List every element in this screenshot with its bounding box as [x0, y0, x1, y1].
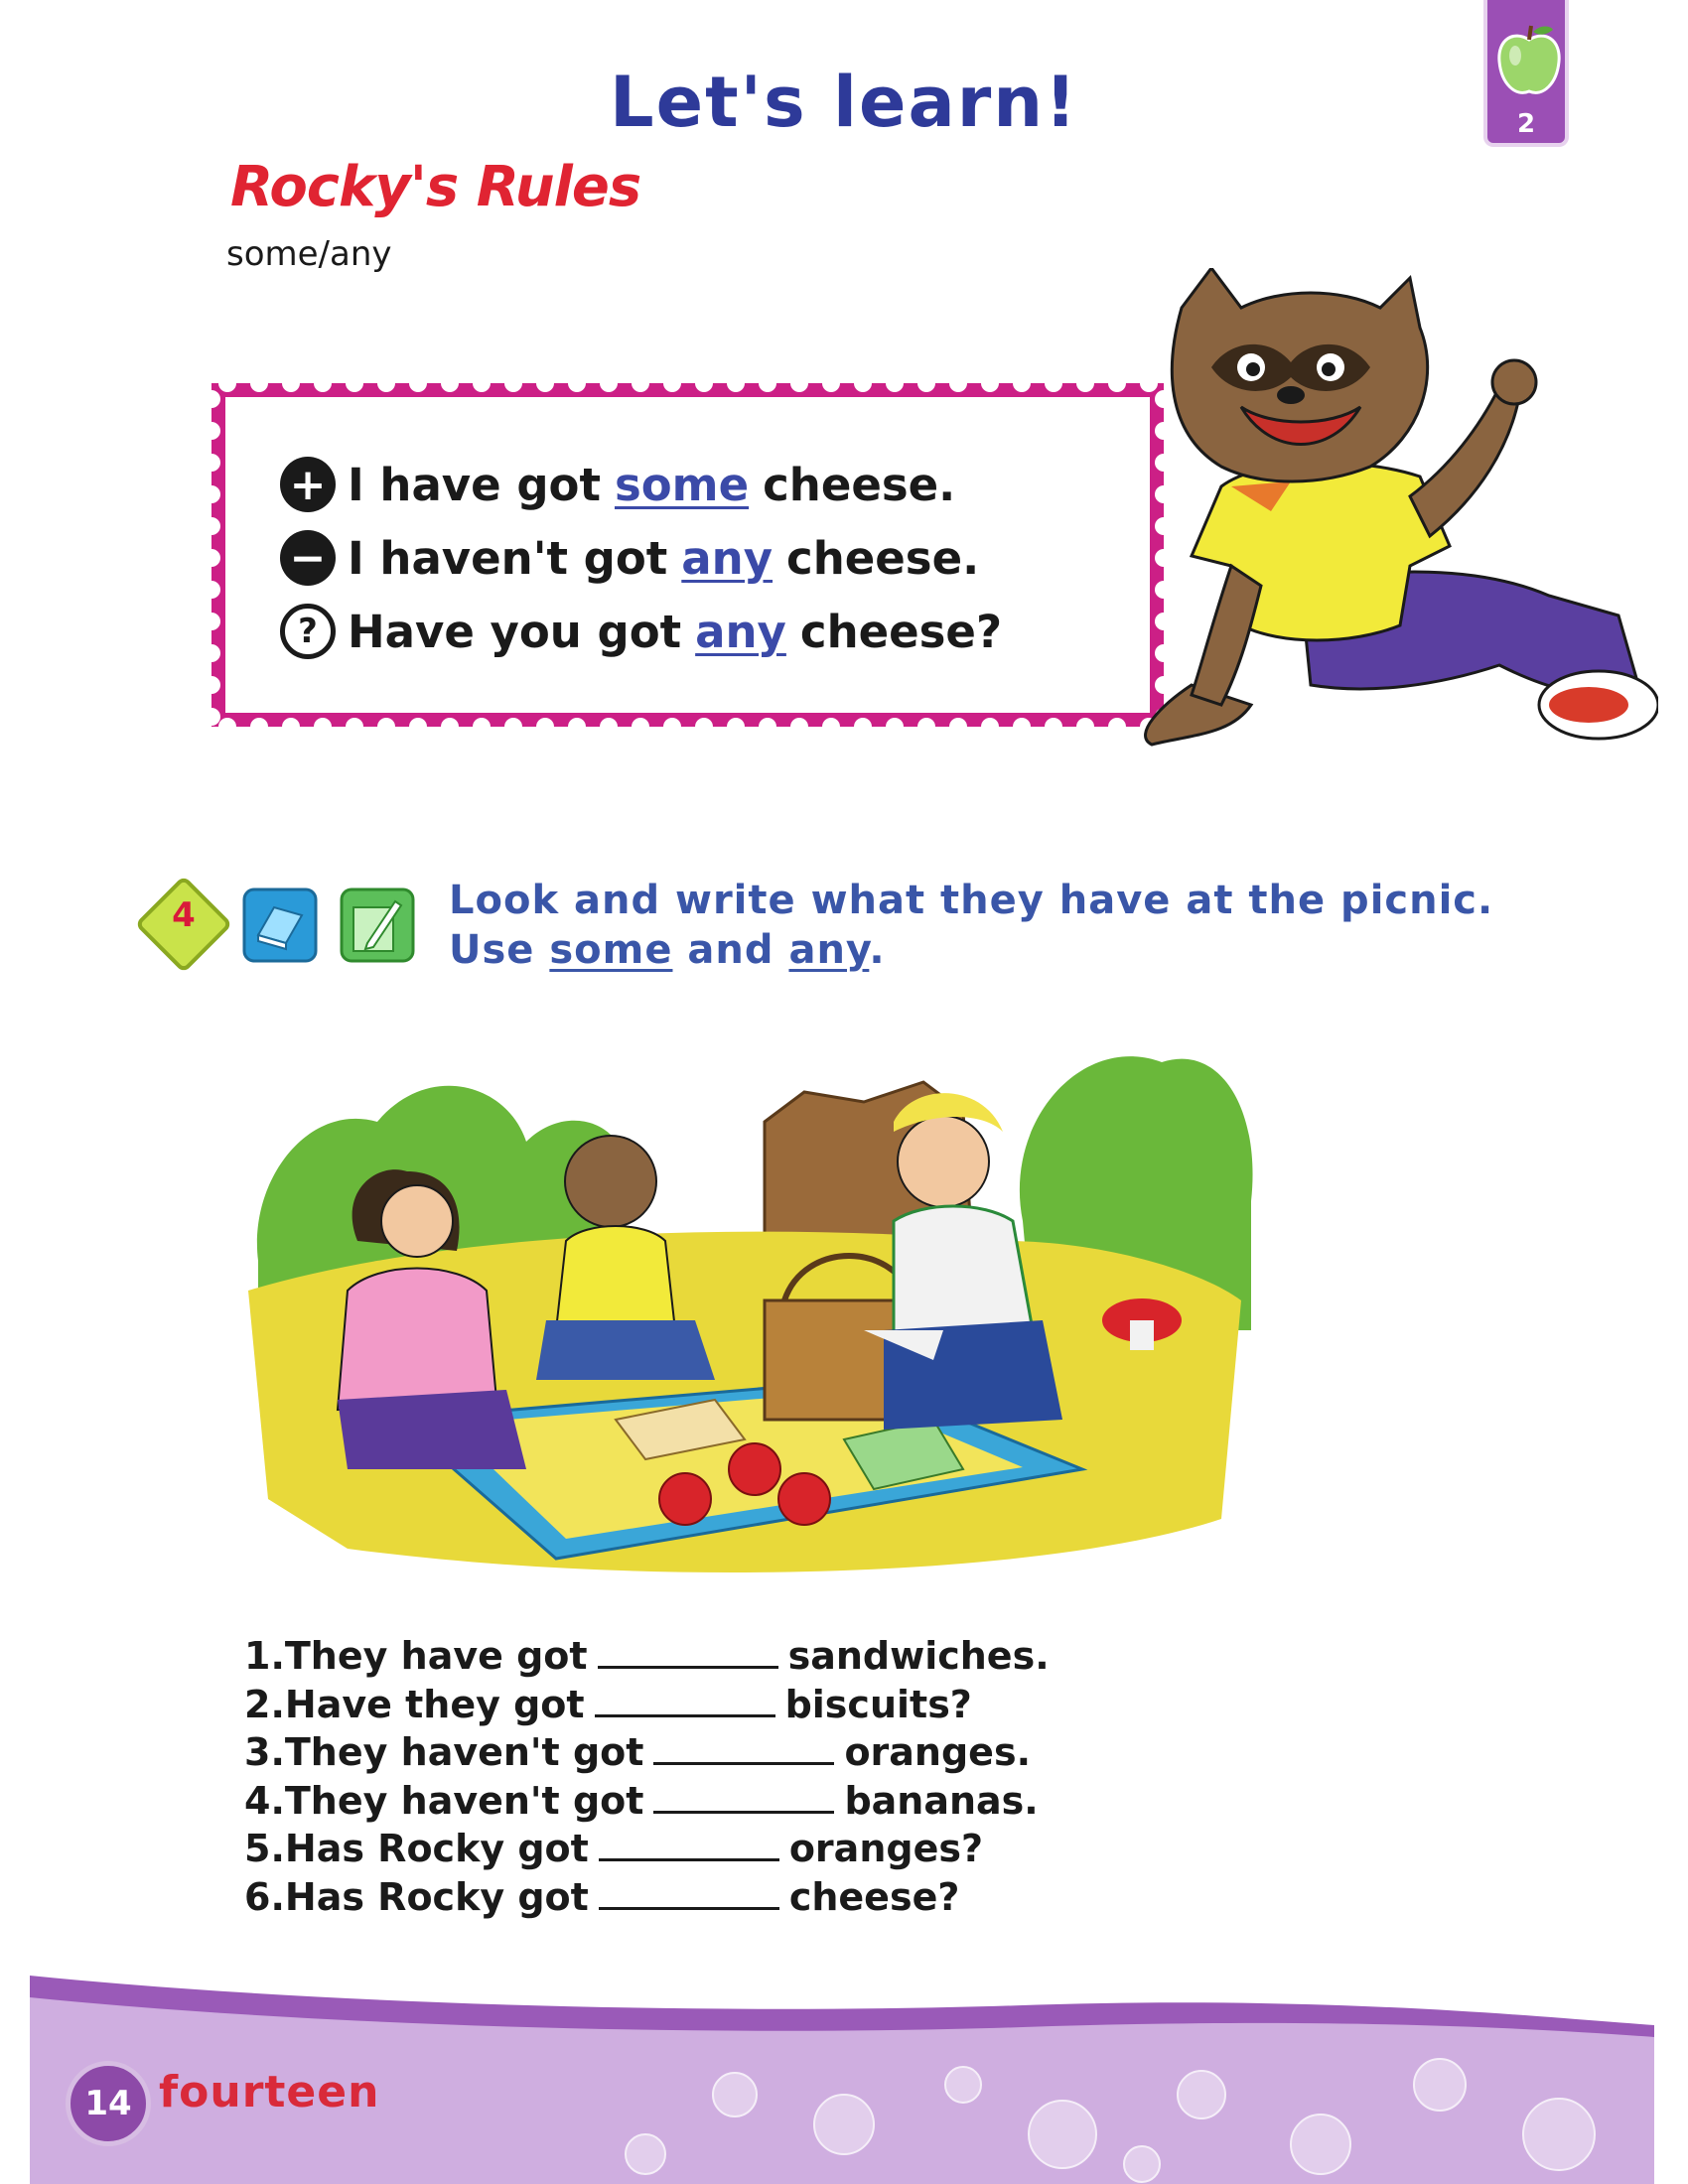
pencil-icon: [338, 886, 417, 965]
minus-icon: −: [280, 530, 336, 586]
sentence-number: 6.: [244, 1874, 285, 1919]
sentence-after: bananas.: [844, 1778, 1039, 1823]
sentence-before: They haven't got: [284, 1778, 644, 1823]
sentence-before: They haven't got: [284, 1730, 644, 1774]
rule-question: [280, 602, 1002, 661]
rule-before: Have you got: [348, 605, 682, 658]
instruction-end: .: [869, 927, 886, 973]
sentence-number: 3.: [244, 1730, 285, 1774]
sentence-after: biscuits?: [784, 1682, 972, 1726]
sentence-before: Has Rocky got: [284, 1874, 589, 1919]
sentence-number: 4.: [244, 1778, 285, 1823]
sentence-after: cheese?: [788, 1874, 960, 1919]
page-number-word: fourteen: [159, 2067, 380, 2117]
instruction-line-1: Look and write what they have at the picnic.: [449, 878, 1494, 923]
answer-blank[interactable]: [653, 1777, 834, 1814]
page-title: Let's learn!: [610, 62, 1078, 143]
unit-number: 2: [1516, 109, 1536, 139]
sentence-4: [244, 1777, 1050, 1826]
exercise-instruction: [449, 876, 1493, 975]
sentence-before: Has Rocky got: [284, 1827, 589, 1870]
rule-before: I haven't got: [348, 531, 668, 585]
rule-negative: [280, 528, 979, 588]
sentence-1: [244, 1632, 1050, 1681]
sentence-2: [244, 1681, 1050, 1729]
rule-keyword: any: [695, 605, 786, 658]
section-title: Rocky's Rules: [230, 155, 641, 219]
instruction-keyword-any: any: [788, 927, 870, 973]
sentence-after: sandwiches.: [787, 1634, 1050, 1678]
answer-blank[interactable]: [598, 1632, 778, 1669]
plus-icon: +: [280, 457, 336, 512]
rule-positive: [280, 455, 955, 514]
instruction-line-2: [449, 925, 1493, 975]
answer-blank[interactable]: [595, 1681, 775, 1717]
sentence-5: [244, 1825, 1050, 1873]
question-icon: ?: [280, 604, 336, 659]
sentence-after: oranges.: [844, 1730, 1032, 1774]
rule-keyword: some: [614, 458, 750, 511]
rocky-raccoon-illustration: [1122, 268, 1658, 764]
section-subtitle: some/any: [226, 234, 392, 274]
sentence-6: [244, 1873, 1050, 1922]
answer-blank[interactable]: [653, 1728, 834, 1765]
answer-blank[interactable]: [599, 1825, 779, 1861]
rule-before: I have got: [348, 458, 601, 511]
page-number-badge: 14: [66, 2061, 151, 2146]
exercise-sentences: [244, 1632, 1050, 1921]
unit-tab: [1483, 0, 1569, 147]
sentence-3: [244, 1728, 1050, 1777]
rule-after: cheese.: [786, 531, 980, 585]
answer-blank[interactable]: [599, 1873, 779, 1910]
picnic-illustration: [248, 1003, 1261, 1578]
sentence-before: They have got: [284, 1634, 588, 1678]
rule-after: cheese.: [763, 458, 956, 511]
instruction-keyword-some: some: [549, 927, 673, 973]
exercise-number: 4: [172, 895, 196, 935]
sentence-number: 2.: [244, 1682, 285, 1726]
book-icon: [240, 886, 320, 965]
apple-icon: [1493, 22, 1565, 101]
sentence-number: 5.: [244, 1827, 285, 1870]
rule-after: cheese?: [799, 605, 1003, 658]
instruction-use: Use: [449, 927, 535, 973]
sentence-number: 1.: [244, 1634, 285, 1678]
sentence-before: Have they got: [284, 1682, 585, 1726]
instruction-and: and: [687, 927, 774, 973]
rule-keyword: any: [681, 531, 774, 585]
sentence-after: oranges?: [788, 1827, 984, 1870]
